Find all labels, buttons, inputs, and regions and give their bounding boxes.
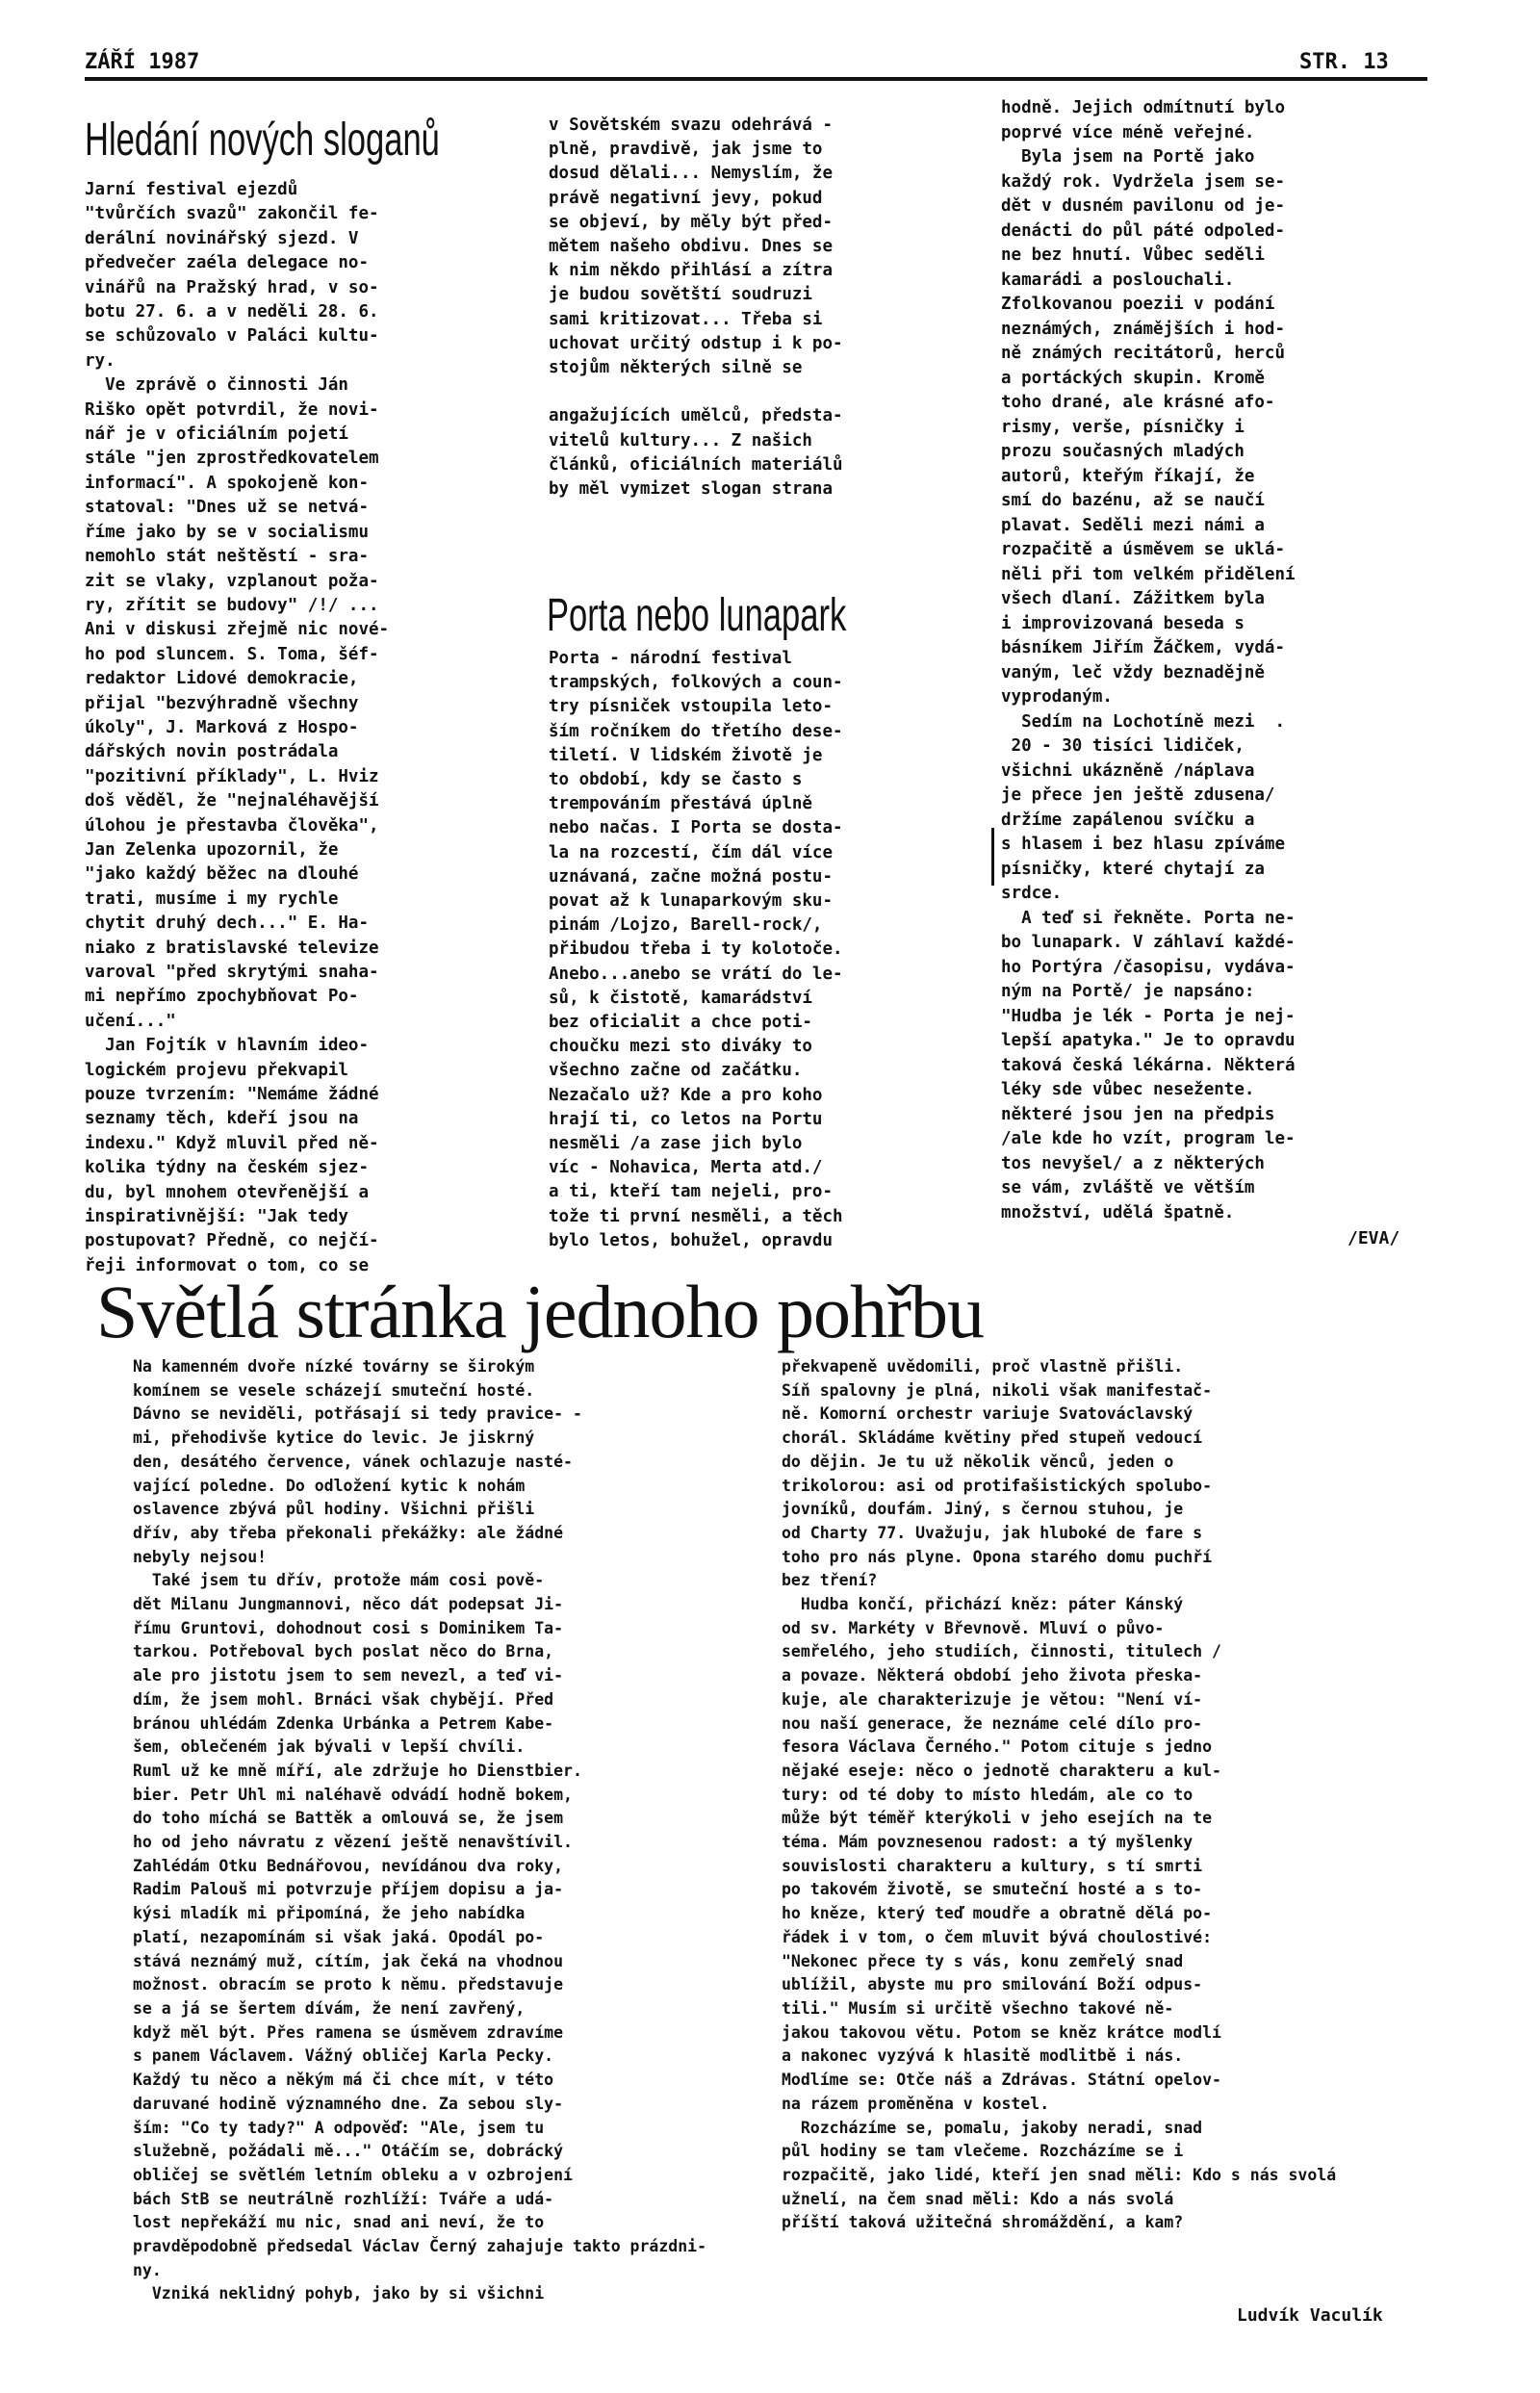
article-body-pohreb-column-1: Na kamenném dvoře nízké továrny se širokým komínem se vesele scházejí smuteční hosté. Dávno se neviděli, potřásají si tedy pravice- - mi, přehodivše kytice do levic. Je jiskrný den, desátého července, vánek ochlazuje nasté- vající poledne. Do odložení kytic k nohám oslavence zbývá půl hodiny. Všichni přišli dřív, aby třeba překonali překážky: ale žádné nebyly nejsou! Také jsem tu dřív, protože mám cosi pově- dět Milanu Jungmannovi, něco dát podepsat Ji- římu Gruntovi, dohodnout cosi s Dominikem Ta- tarkou. Potřeboval bych poslat něco do Brna, ale pro jistotu jsem to sem nevezl, a teď vi- dím, že jsem mohl. Brnáci však chybějí. Před bránou uhlédám Zdenka Urbánka a Petrem Kabe- šem, oblečeném jak bývali v lepší chvíli. Ruml už ke mně míří, ale zdržuje ho Dienstbier. bier. Petr Uhl mi naléhavě odvádí hodně bokem, do toho míchá se Battěk a omlouvá se, že jsem ho od jeho návratu z vězení ještě nenavštívil. Zahlédám Otku Bednářovou, nevídánou dva roky, Radim Palouš mi potvrzuje příjem dopisu a ja- kýsi mladík mi připomíná, že jeho nabídka platí, nezapomínám si však jaká. Opodál po- stává neznámý muž, cítím, jak čeká na vhodnou možnost. obracím se proto k němu. představuje se a já se šertem dívám, že není zavřený, když měl být. Přes ramena se úsměvem zdravíme s panem Václavem. Vážný obličej Karla Pecky. Každý tu něco a někým má či chce mít, v této daruvané hodině významného dne. Za sebou sly- ším: "Co ty tady?" A odpověď: "Ale, jsem tu služebně, požádali mě..." Otáčím se, dobrácký obličej se světlém letním obleku a v ozbrojení bách StB se neutrálně rozhlíží: Tváře a udá- lost nepřekáží mu nic, snad ani neví, že to pravděpodobně předsedal Václav Černý zahajuje takto prázdni- ny. Vzniká neklidný pohyb, jako by si všichni [133,1357,707,2303]
article-body-pohreb-column-2: překvapeně uvědomili, proč vlastně přišli. Síň spalovny je plná, nikoli však manifestač- ně. Komorní orchestr variuje Svatováclavský chorál. Skládáme květiny před stupeň vedoucí do dějin. Je tu už několik věnců, jeden o trikolorou: asi od protifašistických spolubo- jovníků, doufám. Jiný, s černou stuhou, je od Charty 77. Uvažuju, jak hluboké de fare s toho pro nás plyne. Opona starého domu puchří bez tření? Hudba končí, přichází kněz: páter Kánský od sv. Markéty v Břevnově. Mluví o půvo- semřelého, jeho studiích, činnosti, titulech / a povaze. Některá období jeho života přeska- kuje, ale charakterizuje je větou: "Není ví- nou naší generace, že neznáme celé dílo pro- fesora Václava Černého." Potom cituje s jedno nějaké eseje: něco o jednotě charakteru a kul- tury: od té doby to místo hledám, ale co to může být téměř kterýkoli v jeho esejích na te téma. Mám povznesenou radost: a tý myšlenky souvislosti charakteru a kultury, s tí smrti po takovém životě, se smuteční hosté a s to- ho kněze, který teď moudře a obratně dělá po- řádek i v tom, o čem mluvit bývá choulostivé: "Nekonec přece ty s vás, konu zemřelý snad ublížil, abyste mu pro smilování Boží odpus- tili." Musím si určitě všechno takové ně- jakou takovou větu. Potom se kněz krátce modlí a nakonec vyzývá k hlasitě modlitbě i nás. Modlíme se: Otče náš a Zdrávas. Státní opelov- na rázem proměněna v kostel. Rozcházíme se, pomalu, jakoby neradi, snad půl hodiny se tam vlečeme. Rozcházíme se i rozpačitě, jako lidé, kteří jen snad měli: Kdo s nás svolá užnelí, na čem snad měli: Kdo a nás svolá příští taková užitečná shromáždění, a kam? [782,1357,1337,2232]
article-title-hledani: Hledání nových sloganů [85,115,440,166]
header-rule [85,77,1427,81]
article-body-hledani: Jarní festival ejezdů "tvůrčích svazů" zakončil fe- derální novinářský sjezd. V předvečer zaéla delegace no- vinářů na Pražský hrad, v so- botu 27. 6. a v neděli 28. 6. se schůzovalo v Paláci kultu- ry. Ve zprávě o činnosti Ján Riško opět potvrdil, že novi- nář je v oficiálním pojetí stále "jen zprostředkovatelem informací". A spokojeně kon- statoval: "Dnes už se netvá- říme jako by se v socialismu nemohlo stát neštěstí - sra- zit se vlaky, vzplanout poža- ry, zřítit se budovy" /!/ ... Ani v diskusi zřejmě nic nové- ho pod sluncem. S. Toma, šéf- redaktor Lidové demokracie, přijal "bezvýhradně všechny úkoly", J. Marková z Hospo- dářských novin postrádala "pozitivní příklady", L. Hviz doš věděl, že "nejnaléhavější úlohou je přestavba člověka", Jan Zelenka upozornil, že "jako každý běžec na dlouhé trati, musíme i my rychle chytit druhý dech..." E. Ha- niako z bratislavské televize varoval "před skrytými snaha- mi nepřímo zpochybňovat Po- učení..." Jan Fojtík v hlavním ideo- logickém projevu překvapil pouze tvrzením: "Nemáme žádné seznamy těch, kdeří jsou na indexu." Když mluvil před ně- kolika týdny na českém sjez- du, byl mnohem otevřenější a inspirativnější: "Jak tedy postupovat? Předně, co nejčí- řeji informovat o tom, co se [85,180,390,1275]
article-signature-porta: /EVA/ [1348,1228,1400,1248]
issue-date: ZÁŘÍ 1987 [85,50,200,74]
article-signature-pohreb: Ludvík Vaculík [1237,2305,1383,2326]
article-title-porta: Porta nebo lunapark [547,590,847,641]
margin-mark [991,828,994,886]
article-title-pohreb: Světlá stránka jednoho pohřbu [96,1270,984,1353]
article-body-hledani-continued: v Sovětském svazu odehrává - plně, pravdivě, jak jsme to dosud dělali... Nemyslím, že právě negativní jevy, pokud se objeví, by měly být před- mětem našeho obdivu. Dnes se k nim někdo přihlásí a zítra je budou sovětští soudruzi sami kritizovat... Třeba si uchovat určitý odstup i k po- stojům některých silně se angažujících umělců, předsta- vitelů kultury... Z našich článků, oficiálních materiálů by měl vymizet slogan strana [549,116,843,500]
page-number: STR. 13 [1299,50,1389,74]
article-body-porta-continued: hodně. Jejich odmítnutí bylo poprvé více méně veřejné. Byla jsem na Portě jako každý rok. Vydržela jsem se- dět v dusném pavilonu od je- denácti do půl páté odpoled- ne bez hnutí. Vůbec seděli kamarádi a poslouchali. Zfolkovanou poezii v podání neznámých, známějších i hod- ně známých recitátorů, herců a portáckých skupin. Kromě toho drané, ale krásné afo- rismy, verše, písničky i prozu současných mladých autorů, kteřým říkají, že smí do bazénu, až se naučí plavat. Seděli mezi námi a rozpačitě a úsměvem se uklá- něli při tom velkém přidělení všech dlaní. Zážitkem byla i improvizovaná beseda s básníkem Jiřím Žáčkem, vydá- vaným, leč vždy beznadějně vyprodaným. Sedím na Lochotíně mezi . 20 - 30 tisíci lidiček, všichni ukázněně /náplava je přece jen ještě zdusena/ držíme zapálenou svíčku a s hlasem i bez hlasu zpíváme písničky, které chytají za srdce. A teď si řekněte. Porta ne- bo lunapark. V záhlaví každé- ho Portýra /časopisu, vydáva- ným na Portě/ je napsáno: "Hudba je lék - Porta je nej- lepší apatyka." Je to opravdu taková česká lékárna. Některá léky sde vůbec nesežente. některé jsou jen na předpis /ale kde ho vzít, program le- tos nevyšel/ a z některých se vám, zvláště ve větším množství, udělá špatně. [1001,98,1296,1222]
article-body-porta: Porta - národní festival trampských, folkových a coun- try písniček vstoupila leto- ším ročníkem do třetího dese- tiletí. V lidském životě je to období, kdy se často s trempováním přestává úplně nebo načas. I Porta se dosta- la na rozcestí, čím dál více uznávaná, začne možná postu- povat až k lunaparkovým sku- pinám /Lojzo, Barell-rock/, přibudou třeba i ty kolotoče. Anebo...anebo se vrátí do le- sů, k čistotě, kamarádství bez oficialit a chce poti- choučku mezi sto diváky to všechno začne od začátku. Nezačalo už? Kde a pro koho hrají ti, co letos na Portu nesměli /a zase jich bylo víc - Nohavica, Merta atd./ a ti, kteří tam nejeli, pro- tože ti první nesměli, a těch bylo letos, bohužel, opravdu [549,649,843,1250]
